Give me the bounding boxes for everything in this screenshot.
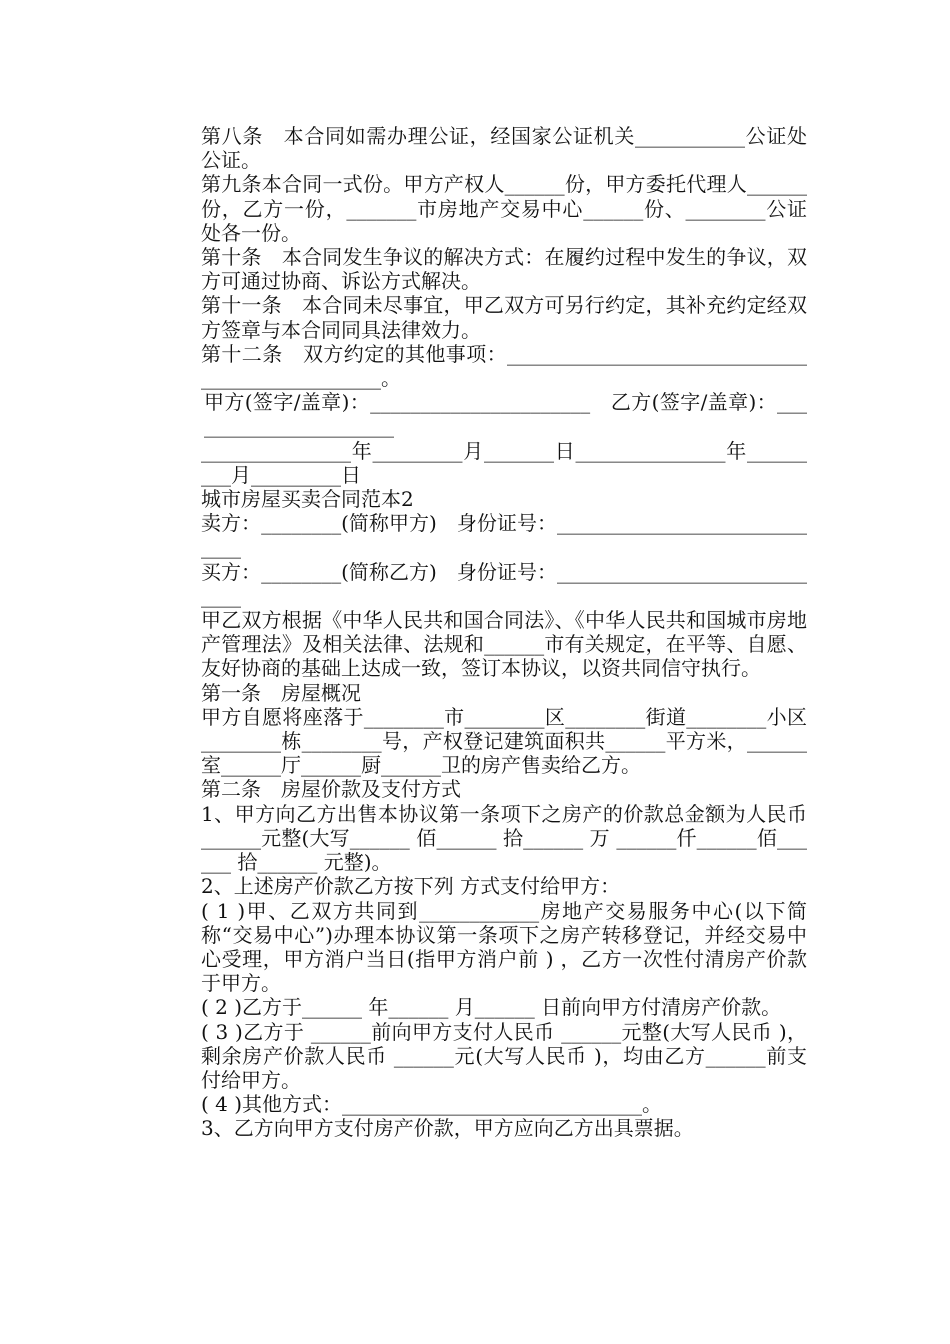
payment-option-1: ( 1 )甲、乙双方共同到____________房地产交易服务中心(以下简称“交易中心”)办理本协议第一条项下之房产转移登记，并经交易中心受理，甲方消户当日(指甲方消户前 ) ，乙方一次性付清房产价款于甲方。 (201, 898, 807, 996)
section-1-heading: 第一条 房屋概况 (201, 680, 361, 705)
preamble: 甲乙双方根据《中华人民共和国合同法》、《中华人民共和国城市房地产管理法》及相关法律、法规和______市有关规定，在平等、自愿、友好协商的基础上达成一致，签订本协议，以资共同信守执行。 (201, 608, 807, 681)
article-12: 第十二条 双方约定的其他事项：________________________________________________。 (201, 341, 807, 391)
section-2-item-2: 2、上述房产价款乙方按下列 方式支付给甲方： (201, 874, 621, 899)
article-8: 第八条 本合同如需办理公证，经国家公证机关___________公证处公证。 (201, 124, 807, 173)
section-2-item-3: 3、乙方向甲方支付房产价款，甲方应向乙方出具票据。 (201, 1116, 694, 1141)
signature-line: 甲方(签字/盖章)：______________________ 乙方(签字/盖章)：______________________ (204, 390, 807, 439)
contract-title-2: 城市房屋买卖合同范本2 (201, 487, 414, 512)
section-2-item-1: 1、甲方向乙方出售本协议第一条项下之房产的价款总金额为人民币 ______元整(大写______ 佰______ 拾______ 万 ______仟______佰______ 拾______ 元整)。 (201, 801, 814, 875)
article-9: 第九条本合同一式份。甲方产权人______份，甲方委托代理人______份，乙方一份，_______市房地产交易中心______份、________公证处各一份。 (201, 172, 807, 245)
document-page (145, 124, 814, 1141)
section-1-body: 甲方自愿将座落于________市________区________街道________小区________栋________号，产权登记建筑面积共______平方米，______室______厅______厨______卫的房产售卖给乙方。 (201, 704, 807, 778)
article-11: 第十一条 本合同未尽事宜，甲乙双方可另行约定，其补充约定经双方签章与本合同同具法律效力。 (201, 293, 807, 342)
payment-option-2: ( 2 )乙方于______ 年______ 月______ 日前向甲方付清房产价款。 (201, 995, 782, 1020)
buyer-line: 买方：________(简称乙方) 身份证号：_____________________________ (201, 559, 807, 608)
section-2-heading: 第二条 房屋价款及支付方式 (201, 777, 461, 802)
payment-option-4: ( 4 )其他方式：______________________________。 (201, 1092, 663, 1117)
seller-line: 卖方：________(简称甲方) 身份证号：_____________________________ (201, 511, 807, 560)
payment-option-3: ( 3 )乙方于 ______前向甲方支付人民币 ______元整(大写人民币 )，剩余房产价款人民币 ______元(大写人民币 )，均由乙方______前支付给甲方。 (201, 1019, 807, 1092)
article-10: 第十条 本合同发生争议的解决方式：在履约过程中发生的争议，双方可通过协商、诉讼方式解决。 (201, 245, 807, 294)
date-line: _______________年_________月_______日_______________年_________月_________日 (201, 438, 807, 487)
